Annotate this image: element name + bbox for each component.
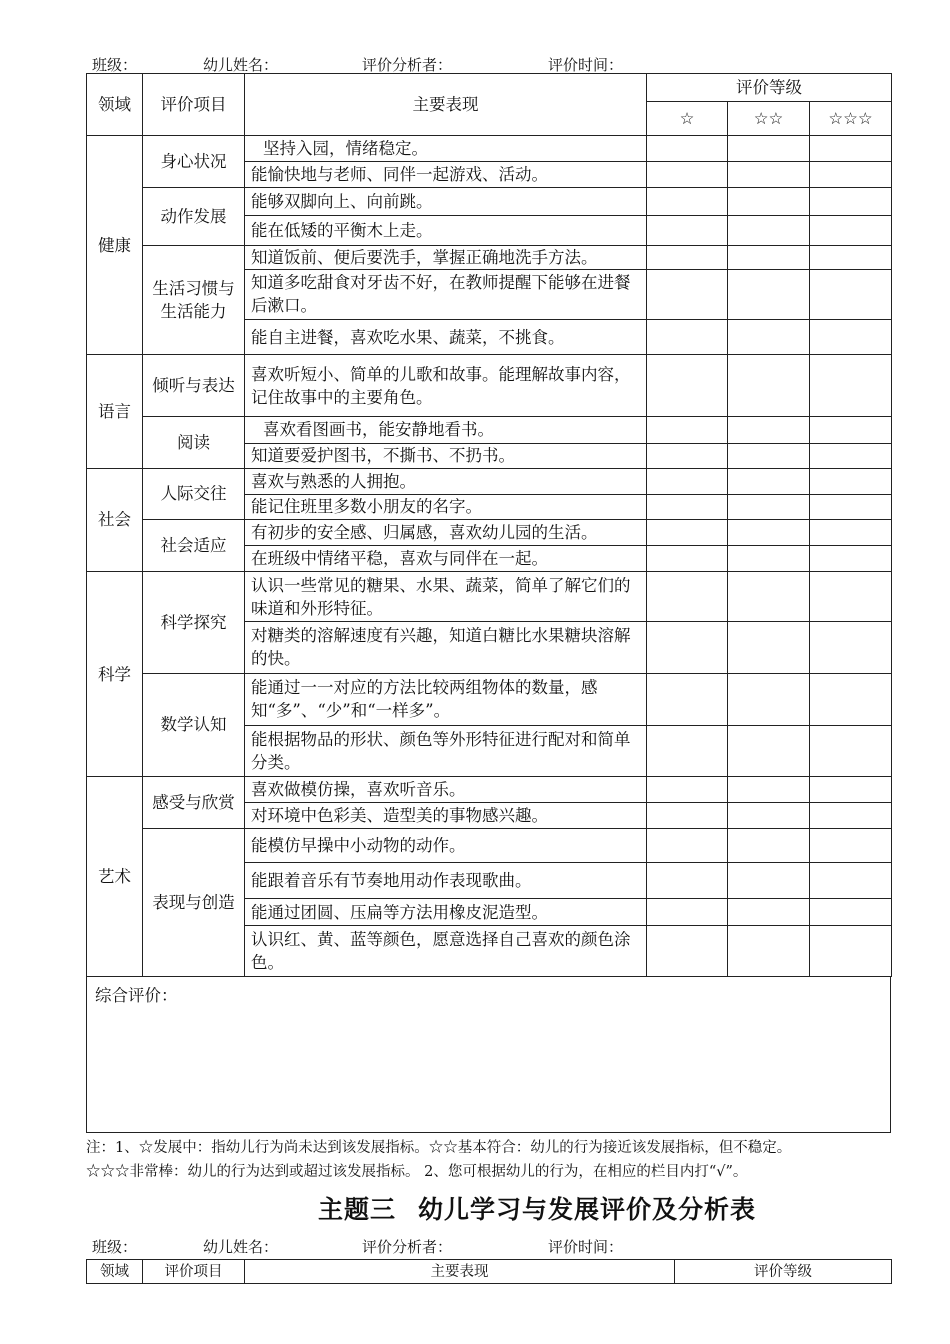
- rating-cell[interactable]: [647, 320, 728, 355]
- header-star-2: ☆☆: [728, 102, 810, 136]
- header-item: 评价项目: [143, 74, 245, 136]
- rating-cell[interactable]: [728, 803, 810, 829]
- performance-cell: 在班级中情绪平稳，喜欢与同伴在一起。: [245, 545, 647, 571]
- rating-cell[interactable]: [728, 245, 810, 269]
- item-interpersonal: 人际交往: [143, 468, 245, 519]
- rating-cell[interactable]: [647, 136, 728, 162]
- rating-cell[interactable]: [728, 572, 810, 622]
- rating-cell[interactable]: [810, 245, 892, 269]
- theme3-title: [318, 1190, 756, 1226]
- item-adaptation: 社会适应: [143, 519, 245, 571]
- rating-cell[interactable]: [728, 443, 810, 468]
- performance-cell: 喜欢看图画书，能安静地看书。: [245, 417, 647, 443]
- theme3-title-text: 幼儿学习与发展评价及分析表: [418, 1195, 757, 1224]
- domain-health: 健康: [87, 136, 143, 355]
- performance-cell: 能自主进餐，喜欢吃水果、蔬菜，不挑食。: [245, 320, 647, 355]
- rating-cell[interactable]: [647, 899, 728, 925]
- rating-cell[interactable]: [728, 545, 810, 571]
- rating-cell[interactable]: [647, 245, 728, 269]
- rating-cell[interactable]: [810, 899, 892, 925]
- rating-cell[interactable]: [810, 136, 892, 162]
- class-label: 班级：: [92, 56, 138, 74]
- header-domain: 领域: [87, 74, 143, 136]
- rating-cell[interactable]: [728, 899, 810, 925]
- item-habits: 生活习惯与生活能力: [143, 245, 245, 354]
- rating-cell[interactable]: [728, 925, 810, 976]
- header-performance: 主要表现: [245, 1260, 675, 1284]
- rating-cell[interactable]: [728, 188, 810, 215]
- rating-cell[interactable]: [728, 776, 810, 802]
- analyst-label: 评价分析者：: [362, 56, 453, 74]
- rating-cell[interactable]: [647, 188, 728, 215]
- performance-cell: 坚持入园，情绪稳定。: [245, 136, 647, 162]
- rating-cell[interactable]: [647, 269, 728, 319]
- rating-cell[interactable]: [810, 355, 892, 417]
- header-performance: 主要表现: [245, 74, 647, 136]
- evaluation-table: [86, 73, 892, 977]
- rating-cell[interactable]: [647, 829, 728, 863]
- rating-cell[interactable]: [810, 829, 892, 863]
- performance-cell: 认识红、黄、蓝等颜色，愿意选择自己喜欢的颜色涂色。: [245, 925, 647, 976]
- item-creation: 表现与创造: [143, 829, 245, 977]
- performance-cell: 对环境中色彩美、造型美的事物感兴趣。: [245, 803, 647, 829]
- rating-cell[interactable]: [810, 494, 892, 519]
- item-physical-mental: 身心状况: [143, 136, 245, 188]
- performance-cell: 能够双脚向上、向前跳。: [245, 188, 647, 215]
- rating-cell[interactable]: [810, 725, 892, 776]
- theme3-table: [86, 1259, 892, 1284]
- rating-cell[interactable]: [728, 725, 810, 776]
- performance-cell: 能记住班里多数小朋友的名字。: [245, 494, 647, 519]
- rating-cell[interactable]: [647, 673, 728, 725]
- rating-cell[interactable]: [647, 417, 728, 443]
- item-reading: 阅读: [143, 417, 245, 468]
- domain-art: 艺术: [87, 776, 143, 976]
- performance-cell: 能通过一一对应的方法比较两组物体的数量，感知“多”、“少”和“一样多”。: [245, 673, 647, 725]
- analyst-label: 评价分析者：: [362, 1238, 453, 1256]
- class-label: 班级：: [92, 1238, 138, 1256]
- item-listening: 倾听与表达: [143, 355, 245, 417]
- performance-cell: 能根据物品的形状、颜色等外形特征进行配对和简单分类。: [245, 725, 647, 776]
- performance-cell: 能跟着音乐有节奏地用动作表现歌曲。: [245, 863, 647, 899]
- performance-cell: 知道饭前、便后要洗手，掌握正确地洗手方法。: [245, 245, 647, 269]
- performance-cell: 喜欢听短小、简单的儿歌和故事。能理解故事内容，记住故事中的主要角色。: [245, 355, 647, 417]
- rating-cell[interactable]: [810, 572, 892, 622]
- rating-cell[interactable]: [810, 803, 892, 829]
- child-name-label: 幼儿姓名：: [203, 1238, 279, 1256]
- rating-cell[interactable]: [647, 215, 728, 245]
- rating-cell[interactable]: [810, 215, 892, 245]
- performance-cell: 知道多吃甜食对牙齿不好，在教师提醒下能够在进餐后漱口。: [245, 269, 647, 319]
- rating-cell[interactable]: [810, 188, 892, 215]
- rating-cell[interactable]: [728, 622, 810, 673]
- header-star-1: ☆: [647, 102, 728, 136]
- rating-cell[interactable]: [728, 136, 810, 162]
- rating-cell[interactable]: [647, 355, 728, 417]
- performance-cell: 能愉快地与老师、同伴一起游戏、活动。: [245, 162, 647, 188]
- rating-cell[interactable]: [728, 355, 810, 417]
- rating-cell[interactable]: [810, 925, 892, 976]
- performance-cell: 能在低矮的平衡木上走。: [245, 215, 647, 245]
- header-level: 评价等级: [647, 74, 892, 102]
- rating-cell[interactable]: [647, 776, 728, 802]
- header-domain: 领域: [87, 1260, 143, 1284]
- rating-cell[interactable]: [647, 494, 728, 519]
- rating-cell[interactable]: [728, 863, 810, 899]
- rating-cell[interactable]: [647, 519, 728, 545]
- rating-cell[interactable]: [647, 863, 728, 899]
- rating-cell[interactable]: [647, 803, 728, 829]
- rating-cell[interactable]: [810, 320, 892, 355]
- rating-cell[interactable]: [647, 622, 728, 673]
- rating-cell[interactable]: [728, 829, 810, 863]
- domain-science: 科学: [87, 572, 143, 777]
- rating-cell[interactable]: [728, 417, 810, 443]
- rating-cell[interactable]: [728, 320, 810, 355]
- rating-cell[interactable]: [647, 468, 728, 494]
- rating-cell[interactable]: [647, 725, 728, 776]
- rating-cell[interactable]: [728, 673, 810, 725]
- rating-cell[interactable]: [728, 468, 810, 494]
- summary-box[interactable]: [86, 976, 891, 1133]
- rating-cell[interactable]: [647, 545, 728, 571]
- performance-cell: 有初步的安全感、归属感，喜欢幼儿园的生活。: [245, 519, 647, 545]
- item-appreciation: 感受与欣赏: [143, 776, 245, 828]
- eval-time-label: 评价时间：: [548, 56, 624, 74]
- header-level: 评价等级: [675, 1260, 892, 1284]
- domain-language: 语言: [87, 355, 143, 468]
- rating-cell[interactable]: [810, 417, 892, 443]
- rating-cell[interactable]: [810, 519, 892, 545]
- rating-cell[interactable]: [810, 443, 892, 468]
- rating-cell[interactable]: [647, 443, 728, 468]
- performance-cell: 能模仿早操中小动物的动作。: [245, 829, 647, 863]
- rating-cell[interactable]: [810, 673, 892, 725]
- rating-cell[interactable]: [647, 925, 728, 976]
- rating-cell[interactable]: [728, 269, 810, 319]
- item-math: 数学认知: [143, 673, 245, 776]
- note-line-2: ☆☆☆非常棒：幼儿的行为达到或超过该发展指标。 2、您可根据幼儿的行为，在相应的栏目内打“√”。: [86, 1164, 748, 1180]
- rating-cell[interactable]: [728, 494, 810, 519]
- rating-cell[interactable]: [810, 269, 892, 319]
- rating-cell[interactable]: [647, 162, 728, 188]
- rating-cell[interactable]: [810, 622, 892, 673]
- rating-cell[interactable]: [728, 215, 810, 245]
- rating-cell[interactable]: [647, 572, 728, 622]
- rating-cell[interactable]: [810, 468, 892, 494]
- performance-cell: 知道要爱护图书，不撕书、不扔书。: [245, 443, 647, 468]
- rating-cell[interactable]: [810, 545, 892, 571]
- rating-cell[interactable]: [810, 863, 892, 899]
- note-line-1: 注：1、☆发展中：指幼儿行为尚未达到该发展指标。☆☆基本符合：幼儿的行为接近该发展指标，但不稳定。: [86, 1140, 792, 1156]
- performance-cell: 能通过团圆、压扁等方法用橡皮泥造型。: [245, 899, 647, 925]
- header-item: 评价项目: [143, 1260, 245, 1284]
- domain-social: 社会: [87, 468, 143, 571]
- performance-cell: 喜欢与熟悉的人拥抱。: [245, 468, 647, 494]
- rating-cell[interactable]: [728, 519, 810, 545]
- rating-cell[interactable]: [810, 162, 892, 188]
- rating-cell[interactable]: [728, 162, 810, 188]
- item-motor: 动作发展: [143, 188, 245, 245]
- item-science-explore: 科学探究: [143, 572, 245, 673]
- performance-cell: 喜欢做模仿操，喜欢听音乐。: [245, 776, 647, 802]
- eval-time-label: 评价时间：: [548, 1238, 624, 1256]
- child-name-label: 幼儿姓名：: [203, 56, 279, 74]
- performance-cell: 认识一些常见的糖果、水果、蔬菜，简单了解它们的味道和外形特征。: [245, 572, 647, 622]
- performance-cell: 对糖类的溶解速度有兴趣，知道白糖比水果糖块溶解的快。: [245, 622, 647, 673]
- rating-cell[interactable]: [810, 776, 892, 802]
- header-star-3: ☆☆☆: [810, 102, 892, 136]
- theme3-title-number: 主题三: [318, 1195, 397, 1224]
- summary-label: 综合评价：: [95, 986, 178, 1005]
